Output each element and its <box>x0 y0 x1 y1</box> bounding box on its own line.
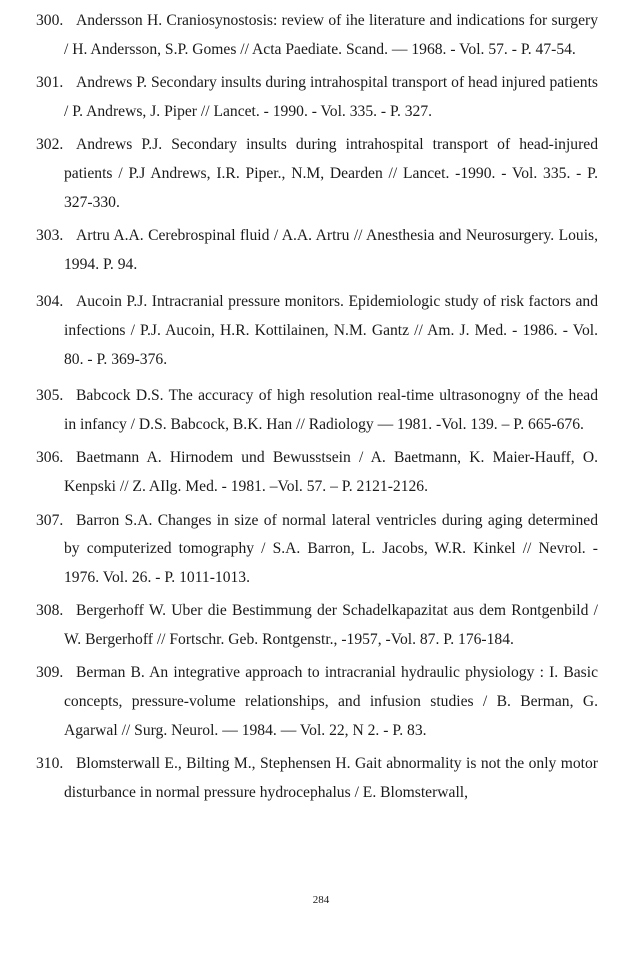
reference-item <box>36 382 598 439</box>
reference-item <box>36 507 598 593</box>
reference-number: 303. <box>36 227 64 245</box>
reference-list <box>36 7 598 807</box>
reference-text: Andrews P. Secondary insults during intrahospital transport of head injured patients / P. Andrews, J. Piper // Lancet. - 1990. - Vol. 335. - P. 327. <box>64 74 598 120</box>
reference-item <box>36 597 598 654</box>
reference-item <box>36 131 598 217</box>
reference-item <box>36 7 598 64</box>
reference-item <box>36 69 598 126</box>
reference-text: Artru A.A. Cerebrospinal fluid / A.A. Artru // Anesthesia and Neurosurgery. Louis, 1994. P. 94. <box>64 227 598 273</box>
reference-number: 302. <box>36 136 64 154</box>
reference-item <box>36 750 598 807</box>
reference-number: 308. <box>36 602 64 620</box>
reference-item <box>36 659 598 745</box>
reference-number: 305. <box>36 387 64 405</box>
reference-number: 300. <box>36 12 64 29</box>
page-number: 284 <box>312 894 330 906</box>
reference-item <box>36 444 598 501</box>
reference-number: 304. <box>36 293 64 311</box>
reference-text: Babcock D.S. The accuracy of high resolution real-time ultrasonogny of the head in infancy / D.S. Babcock, B.K. Han // Radiology — 1981. -Vol. 139. – P. 665-676. <box>64 387 598 433</box>
reference-number: 307. <box>36 511 64 529</box>
reference-number: 310. <box>36 755 64 773</box>
reference-text: Aucoin P.J. Intracranial pressure monitors. Epidemiologic study of risk factors and infections / P.J. Aucoin, H.R. Kottilainen, N.M. Gantz // Am. J. Med. - 1986. - Vol. 80. - P. 369-376. <box>64 293 598 368</box>
reference-text: Baetmann A. Hirnodem und Bewusstsein / A. Baetmann, K. Maier-Hauff, O. Kenpski // Z. AIlg. Med. - 1981. –Vol. 57. – P. 2121-2126. <box>64 449 598 495</box>
reference-number: 301. <box>36 74 64 92</box>
reference-text: Berman B. An integrative approach to intracranial hydraulic physiology : I. Basic concepts, pressure-volume relationships, and infusion studies / B. Berman, G. Agarwal // Surg. Neurol. — 1984. — Vol. 22, N 2. - P. 83. <box>64 664 598 739</box>
reference-item <box>36 288 598 374</box>
reference-text: Andrews P.J. Secondary insults during intrahospital transport of head-injured patients / P.J Andrews, I.R. Piper., N.M, Dearden // Lancet. -1990. - Vol. 335. - P. 327-330. <box>64 136 598 211</box>
reference-item <box>36 222 598 279</box>
reference-number: 309. <box>36 664 64 682</box>
reference-text: Blomsterwall E., Bilting M., Stephensen H. Gait abnormality is not the only motor disturbance in normal pressure hydrocephalus / E. Blomsterwall, <box>64 755 598 801</box>
reference-text: Andersson H. Craniosynostosis: review of ihe literature and indications for surgery / H. Andersson, S.P. Gomes // Acta Paediate. Scand. — 1968. - Vol. 57. - P. 47-54. <box>64 12 598 58</box>
reference-text: Barron S.A. Changes in size of normal lateral ventricles during aging determined by computerized tomography / S.A. Barron, L. Jacobs, W.R. Kinkel // Nevrol. - 1976. Vol. 26. - P. 1011-1013. <box>64 511 598 586</box>
reference-text: Bergerhoff W. Uber die Bestimmung der Schadelkapazitat aus dem Rontgenbild / W. Bergerhoff // Fortschr. Geb. Rontgenstr., -1957, -Vol. 87. P. 176-184. <box>64 602 598 648</box>
reference-number: 306. <box>36 449 64 467</box>
